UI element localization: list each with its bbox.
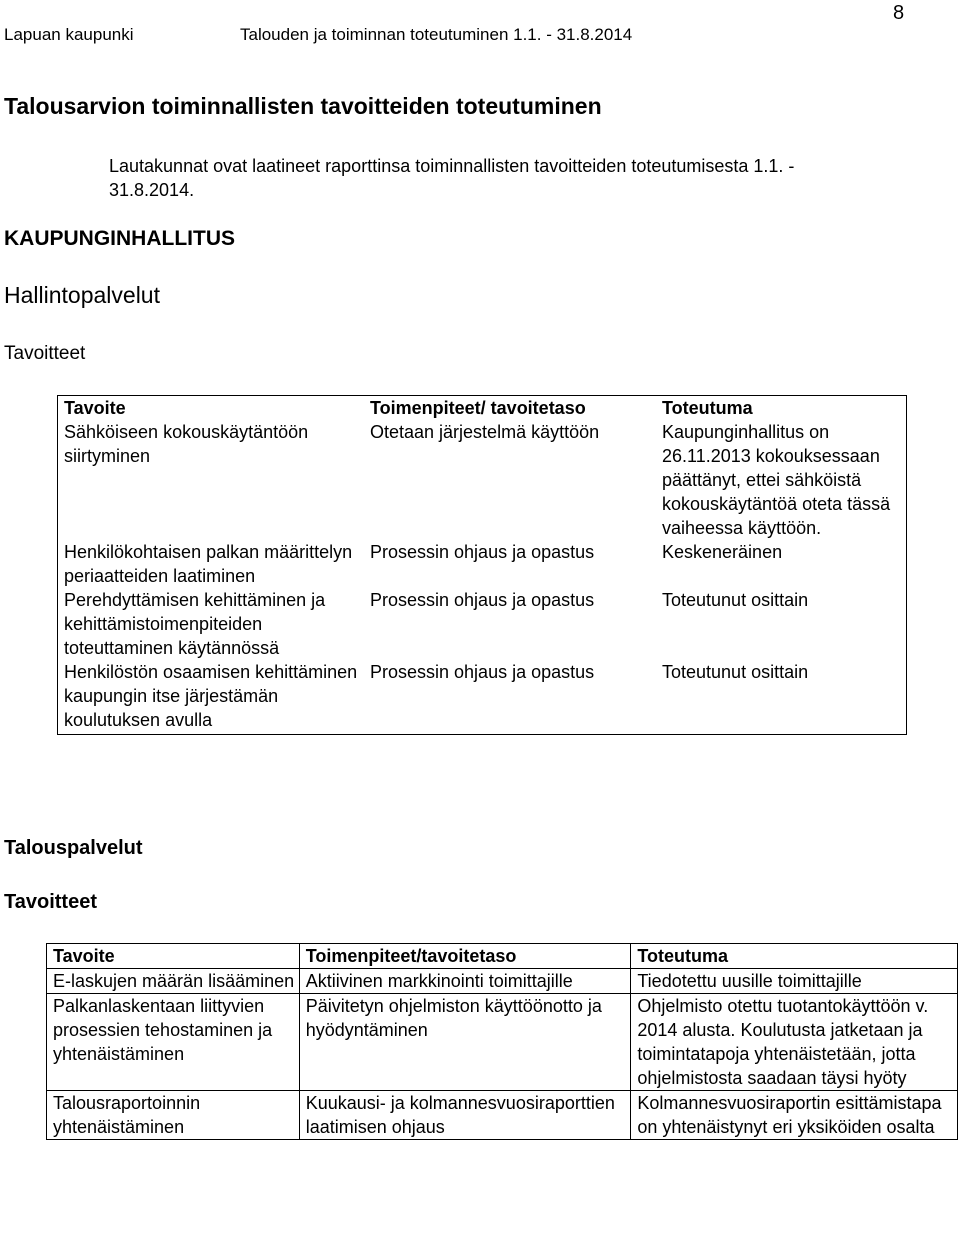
header-report-title: Talouden ja toiminnan toteutuminen 1.1. - 31.8.2014 <box>240 25 633 44</box>
table-row <box>58 420 906 540</box>
header-org: Lapuan kaupunki <box>4 25 134 44</box>
hallinto-heading: Hallintopalvelut <box>4 282 160 308</box>
table-row <box>47 1091 958 1140</box>
table-cell: Toteutunut osittain <box>662 590 809 610</box>
table-cell: Perehdyttämisen kehittäminen ja kehittämistoimenpiteiden toteuttaminen käytännössä <box>64 590 326 658</box>
column-header: Toimenpiteet/ tavoitetaso <box>370 398 586 418</box>
talous-heading: Talouspalvelut <box>4 837 143 859</box>
talous-goals-table <box>46 943 958 1140</box>
table-row <box>58 540 906 588</box>
table-row <box>58 660 906 734</box>
table-cell: Päivitetyn ohjelmiston käyttöönotto ja hyödyntäminen <box>299 994 631 1091</box>
page-number: 8 <box>893 2 905 24</box>
table-header-row <box>47 944 958 969</box>
column-header: Tavoite <box>47 944 300 969</box>
table-row <box>58 588 906 660</box>
table-cell: Keskeneräinen <box>662 542 783 562</box>
page-title: Talousarvion toiminnallisten tavoitteiden toteutuminen <box>4 93 602 119</box>
table-row <box>47 969 958 994</box>
table-cell: Kolmannesvuosiraportin esittämistapa on yhtenäistynyt eri yksiköiden osalta <box>631 1091 958 1140</box>
table-cell: Henkilökohtaisen palkan määrittelyn periaatteiden laatiminen <box>64 542 353 586</box>
section-heading: KAUPUNGINHALLITUS <box>4 227 235 250</box>
table-cell: Prosessin ohjaus ja opastus <box>370 590 595 610</box>
table-cell: Sähköiseen kokouskäytäntöön siirtyminen <box>64 422 309 466</box>
table-cell: Prosessin ohjaus ja opastus <box>370 662 595 682</box>
talous-subheading: Tavoitteet <box>4 891 97 913</box>
column-header: Tavoite <box>64 398 126 418</box>
table-cell: Toteutunut osittain <box>662 662 809 682</box>
table-cell: Aktiivinen markkinointi toimittajille <box>299 969 631 994</box>
table-cell: E-laskujen määrän lisääminen <box>47 969 300 994</box>
table-cell: Palkanlaskentaan liittyvien prosessien tehostaminen ja yhtenäistäminen <box>47 994 300 1091</box>
table-cell: Talousraportoinnin yhtenäistäminen <box>47 1091 300 1140</box>
column-header: Toteutuma <box>662 398 753 418</box>
table-cell: Prosessin ohjaus ja opastus <box>370 542 595 562</box>
intro-paragraph: Lautakunnat ovat laatineet raporttinsa toiminnallisten tavoitteiden toteutumisesta 1.1. - 31.8.2014. <box>109 156 795 200</box>
column-header: Toteutuma <box>631 944 958 969</box>
table-header-row <box>58 396 906 420</box>
table-cell: Kaupunginhallitus on 26.11.2013 kokouksessaan päättänyt, ettei sähköistä kokouskäytäntöä oteta tässä vaiheessa käyttöön. <box>662 422 891 538</box>
table-cell: Henkilöstön osaamisen kehittäminen kaupungin itse järjestämän koulutuksen avulla <box>64 662 358 730</box>
table-cell: Tiedotettu uusille toimittajille <box>631 969 958 994</box>
table-cell: Kuukausi- ja kolmannesvuosiraporttien laatimisen ohjaus <box>299 1091 631 1140</box>
table-cell: Ohjelmisto otettu tuotantokäyttöön v. 2014 alusta. Koulutusta jatketaan ja toimintatapoja yhtenäistetään, jotta ohjelmistosta saadaan täysi hyöty <box>631 994 958 1091</box>
hallinto-goals-table <box>58 396 906 734</box>
table-row <box>47 994 958 1091</box>
hallinto-subheading: Tavoitteet <box>4 343 86 364</box>
column-header: Toimenpiteet/tavoitetaso <box>299 944 631 969</box>
table-cell: Otetaan järjestelmä käyttöön <box>370 422 600 442</box>
